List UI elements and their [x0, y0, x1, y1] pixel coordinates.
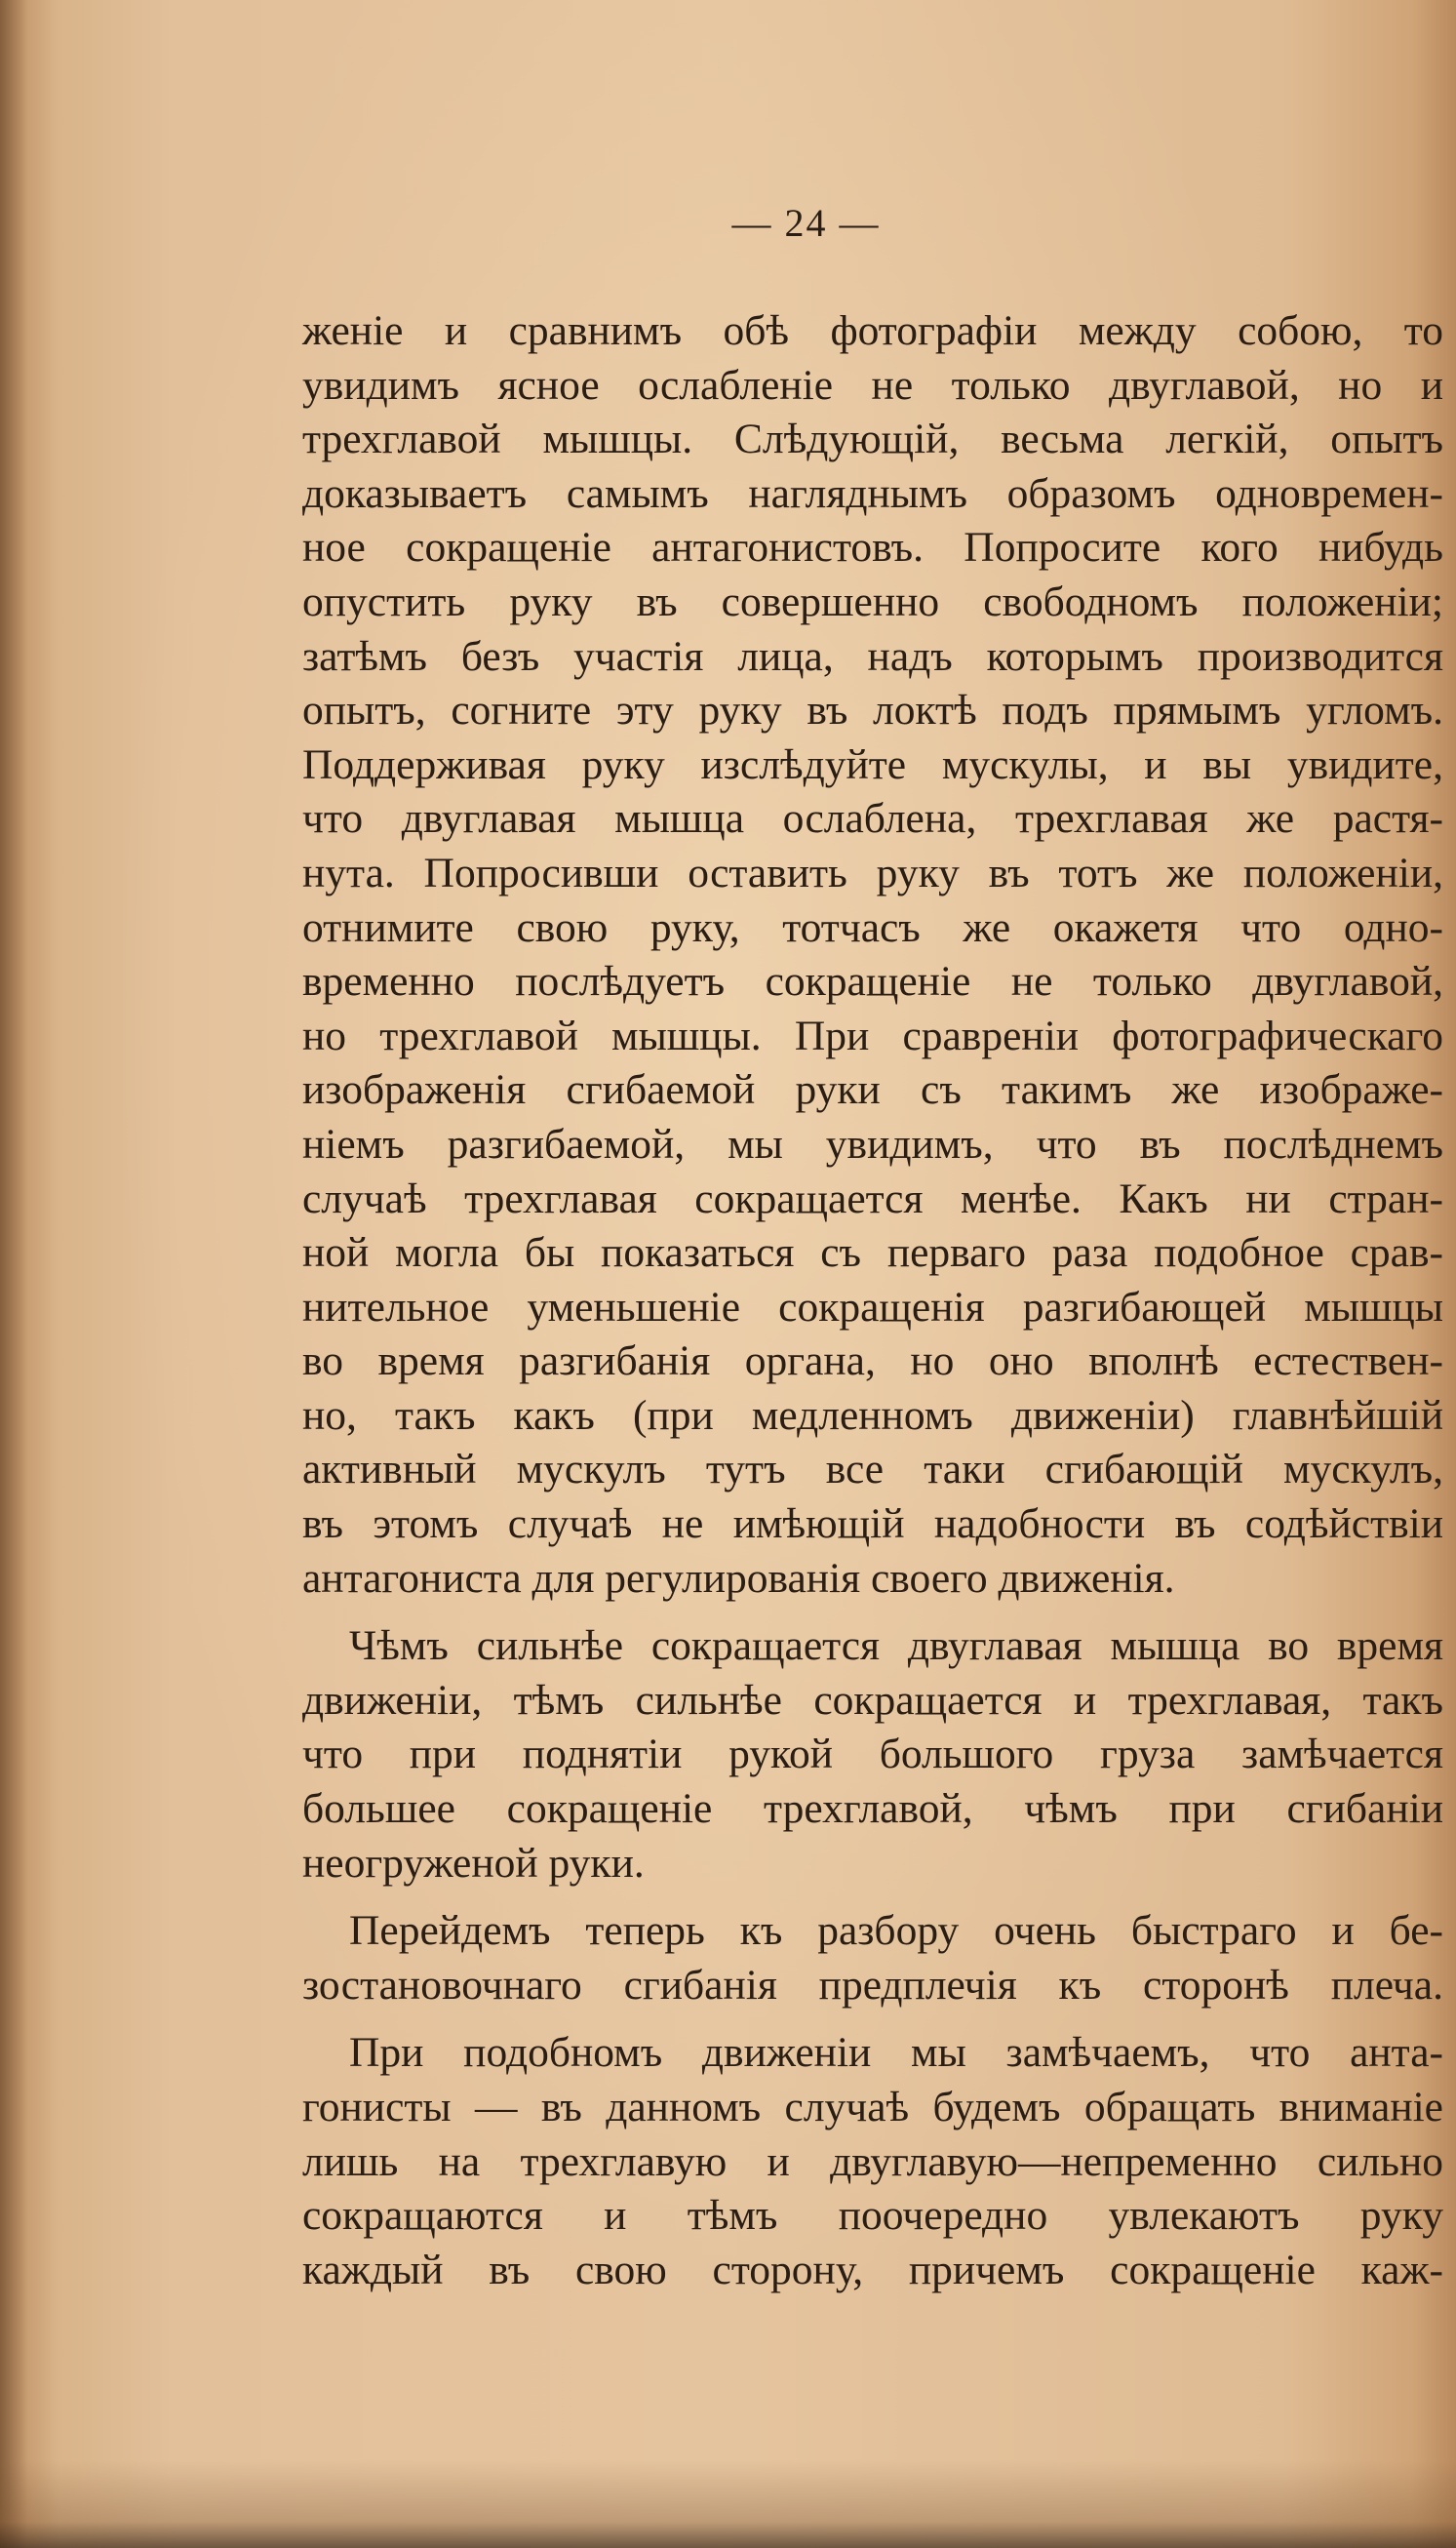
text-line: антагониста для регулированія своего движенія.: [302, 1554, 1175, 1602]
text-line: во время разгибанія органа, но оно вполнѣ естествен-: [302, 1337, 1443, 1385]
text-line: неогруженой руки.: [302, 1839, 645, 1887]
text-line: но трехглавой мышцы. При сравреніи фотографическаго: [302, 1012, 1443, 1059]
text-line: Чѣмъ сильнѣе сокращается двуглавая мышца во время: [349, 1622, 1443, 1670]
paragraph-4: [302, 2026, 1443, 2297]
text-line: Перейдемъ теперь къ разбору очень быстраго и бе-: [349, 1907, 1443, 1955]
text-line: При подобномъ движеніи мы замѣчаемъ, что анта-: [349, 2029, 1443, 2077]
text-line: большее сокращеніе трехглавой, чѣмъ при сгибаніи: [302, 1785, 1443, 1833]
text-line: но, такъ какъ (при медленномъ движеніи) главнѣйшій: [302, 1391, 1443, 1439]
text-line: опытъ, согните эту руку въ локтѣ подъ прямымъ угломъ.: [302, 687, 1443, 735]
text-line: гонисты — въ данномъ случаѣ будемъ обращать вниманіе: [302, 2084, 1443, 2130]
paragraph-1: [302, 304, 1443, 1606]
text-line: отнимите свою руку, тотчасъ же окажетя что одно-: [302, 903, 1443, 951]
text-line: доказываетъ самымъ нагляднымъ образомъ одновремен-: [302, 469, 1443, 517]
text-line: въ этомъ случаѣ не имѣющій надобности въ содѣйствіи: [302, 1500, 1443, 1548]
text-line: что двуглавая мышца ослаблена, трехглавая же растя-: [302, 795, 1443, 843]
text-line: нута. Попросивши оставить руку въ тотъ же положеніи,: [302, 849, 1443, 896]
text-line: увидимъ ясное ослабленіе не только двуглавой, но и: [302, 361, 1443, 409]
text-line: Поддерживая руку изслѣдуйте мускулы, и вы увидите,: [302, 740, 1443, 788]
paragraph-3: [302, 1904, 1443, 2012]
text-line: опустить руку въ совершенно свободномъ положеніи;: [302, 577, 1443, 625]
text-line: женіе и сравнимъ обѣ фотографіи между собою, то: [302, 307, 1443, 354]
text-line: временно послѣдуетъ сокращеніе не только двуглавой,: [302, 958, 1443, 1006]
text-line: ное сокращеніе антагонистовъ. Попросите кого нибудь: [302, 524, 1443, 572]
text-line: случаѣ трехглавая сокращается менѣе. Какъ ни стран-: [302, 1174, 1443, 1222]
text-line: изображенія сгибаемой руки съ такимъ же изображе-: [302, 1066, 1443, 1114]
text-line: что при поднятіи рукой большого груза замѣчается: [302, 1731, 1443, 1778]
body-text: [302, 304, 1443, 2297]
paragraph-2: [302, 1619, 1443, 1891]
text-line: затѣмъ безъ участія лица, надъ которымъ производится: [302, 632, 1443, 680]
text-line: каждый въ свою сторону, причемъ сокращеніе каж-: [302, 2246, 1443, 2293]
page-number: — 24 —: [731, 201, 881, 245]
text-line: зостановочнаго сгибанія предплечія къ сторонѣ плеча.: [302, 1961, 1443, 2009]
text-line: трехглавой мышцы. Слѣдующій, весьма легкій, опытъ: [302, 416, 1443, 463]
text-line: ной могла бы показаться съ перваго раза подобное срав-: [302, 1229, 1443, 1277]
text-line: сокращаются и тѣмъ поочередно увлекаютъ руку: [302, 2192, 1443, 2240]
text-line: лишь на трехглавую и двуглавую—непременно сильно: [302, 2137, 1443, 2185]
text-line: движеніи, тѣмъ сильнѣе сокращается и трехглавая, такъ: [302, 1676, 1443, 1724]
text-line: нительное уменьшеніе сокращенія разгибающей мышцы: [302, 1283, 1443, 1331]
text-line: ніемъ разгибаемой, мы увидимъ, что въ послѣднемъ: [302, 1120, 1443, 1168]
text-line: активный мускулъ тутъ все таки сгибающій мускулъ,: [302, 1446, 1443, 1493]
